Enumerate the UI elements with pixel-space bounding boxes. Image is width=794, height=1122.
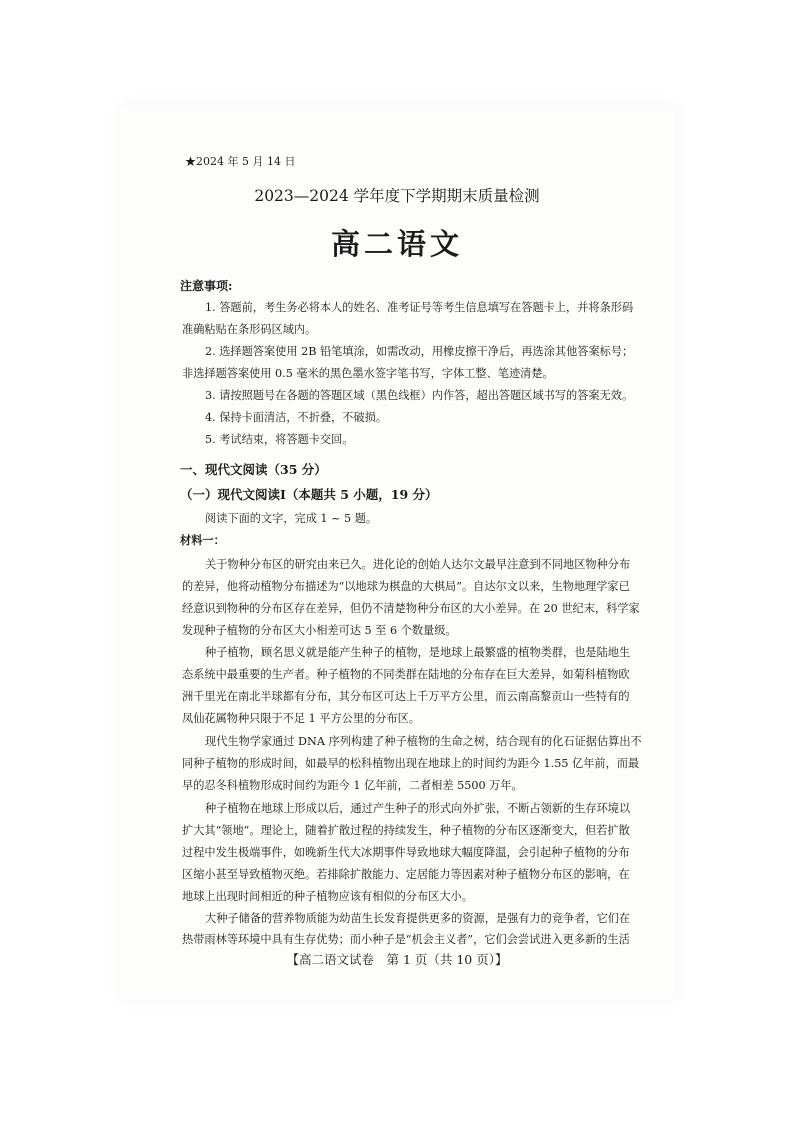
p1-line-1: 关于物种分布区的研究由来已久。进化论的创始人达尔文最早注意到不同地区物种分布 (205, 558, 631, 571)
material-label: 材料一： (180, 533, 225, 547)
p1-line-3: 经意识到物种的分布区存在差异，但仍不清楚物种分布区的大小差异。在 20 世纪末，科学家 (182, 602, 640, 615)
p5-line-1: 大种子储备的营养物质能为幼苗生长发育提供更多的资源，是强有力的竞争者，它们在 (205, 912, 631, 925)
p3-line-2: 同种子植物的形成时间，如最早的松科植物出现在地球上的时间约为距今 1.55 亿年前，而最 (182, 757, 640, 770)
p2-line-2: 态系统中最重要的生产者。种子植物的不同类群在陆地的分布存在巨大差异，如菊科植物欧 (182, 668, 630, 681)
p4-line-5: 地球上出现时间相近的种子植物应该有相似的分布区大小。 (182, 890, 473, 903)
p1-line-4: 发现种子植物的分布区大小相差可达 5 至 6 个数量级。 (182, 624, 457, 637)
p3-line-3: 早的忍冬科植物形成时间约为距今 1 亿年前，二者相差 5500 万年。 (182, 779, 523, 792)
page-footer: 【高二语文试卷 第 1 页（共 10 页）】 (286, 952, 508, 967)
note-3-line-1: 3. 请按照题号在各题的答题区域（黑色线框）内作答，超出答题区域书写的答案无效。 (205, 389, 634, 402)
p4-line-2: 扩大其“领地”。理论上，随着扩散过程的持续发生，种子植物的分布区逐渐变大，但若扩散 (182, 824, 630, 837)
p4-line-4: 区缩小甚至导致植物灭绝。若排除扩散能力、定居能力等因素对种子植物分布区的影响，在 (182, 868, 630, 881)
instruction: 阅读下面的文字，完成 1 ~ 5 题。 (205, 512, 378, 525)
note-1-line-1: 1. 答题前，考生务必将本人的姓名、准考证号等考生信息填写在答题卡上，并将条形码 (205, 301, 634, 314)
subject-title: 高二语文 (330, 227, 463, 261)
p3-line-1: 现代生物学家通过 DNA 序列构建了种子植物的生命之树，结合现有的化石证据估算出不 (205, 735, 642, 748)
note-2-line-2: 非选择题答案使用 0.5 毫米的黑色墨水签字笔书写，字体工整、笔迹清楚。 (182, 367, 554, 380)
p4-line-1: 种子植物在地球上形成以后，通过产生种子的形式向外扩张，不断占领新的生存环境以 (205, 802, 631, 815)
note-2-line-1: 2. 选择题答案使用 2B 铅笔填涂，如需改动，用橡皮擦干净后，再选涂其他答案标号； (205, 345, 634, 358)
exam-title: 2023—2024 学年度下学期期末质量检测 (254, 187, 540, 205)
subsection-heading: （一）现代文阅读Ⅰ（本题共 5 小题，19 分） (180, 487, 438, 502)
p2-line-4: 凤仙花属物种只限于不足 1 平方公里的分布区。 (182, 712, 420, 725)
p2-line-3: 洲千里光在南北半球都有分布，其分布区可达上千万平方公里，而云南高黎贡山一些特有的 (182, 690, 630, 703)
exam-date: ★2024 年 5 月 14 日 (185, 155, 296, 168)
p4-line-3: 过程中发生极端事件，如晚新生代大冰期事件导致地球大幅度降温，会引起种子植物的分布 (182, 846, 630, 859)
p2-line-1: 种子植物，顾名思义就是能产生种子的植物，是地球上最繁盛的植物类群，也是陆地生 (205, 646, 631, 659)
section-heading: 一、现代文阅读（35 分） (180, 462, 327, 477)
p5-line-2: 热带雨林等环境中具有生存优势；而小种子是“机会主义者”，它们会尝试进入更多新的生活 (182, 933, 630, 946)
note-1-line-2: 准确粘贴在条形码区域内。 (182, 323, 317, 336)
note-5-line-1: 5. 考试结束，将答题卡交回。 (205, 433, 354, 446)
note-4-line-1: 4. 保持卡面清洁，不折叠，不破损。 (205, 411, 388, 424)
notes-heading: 注意事项: (180, 279, 233, 293)
p1-line-2: 的差异，他将动植物分布描述为“以地球为棋盘的大棋局”。自达尔文以来，生物地理学家已 (182, 580, 630, 593)
